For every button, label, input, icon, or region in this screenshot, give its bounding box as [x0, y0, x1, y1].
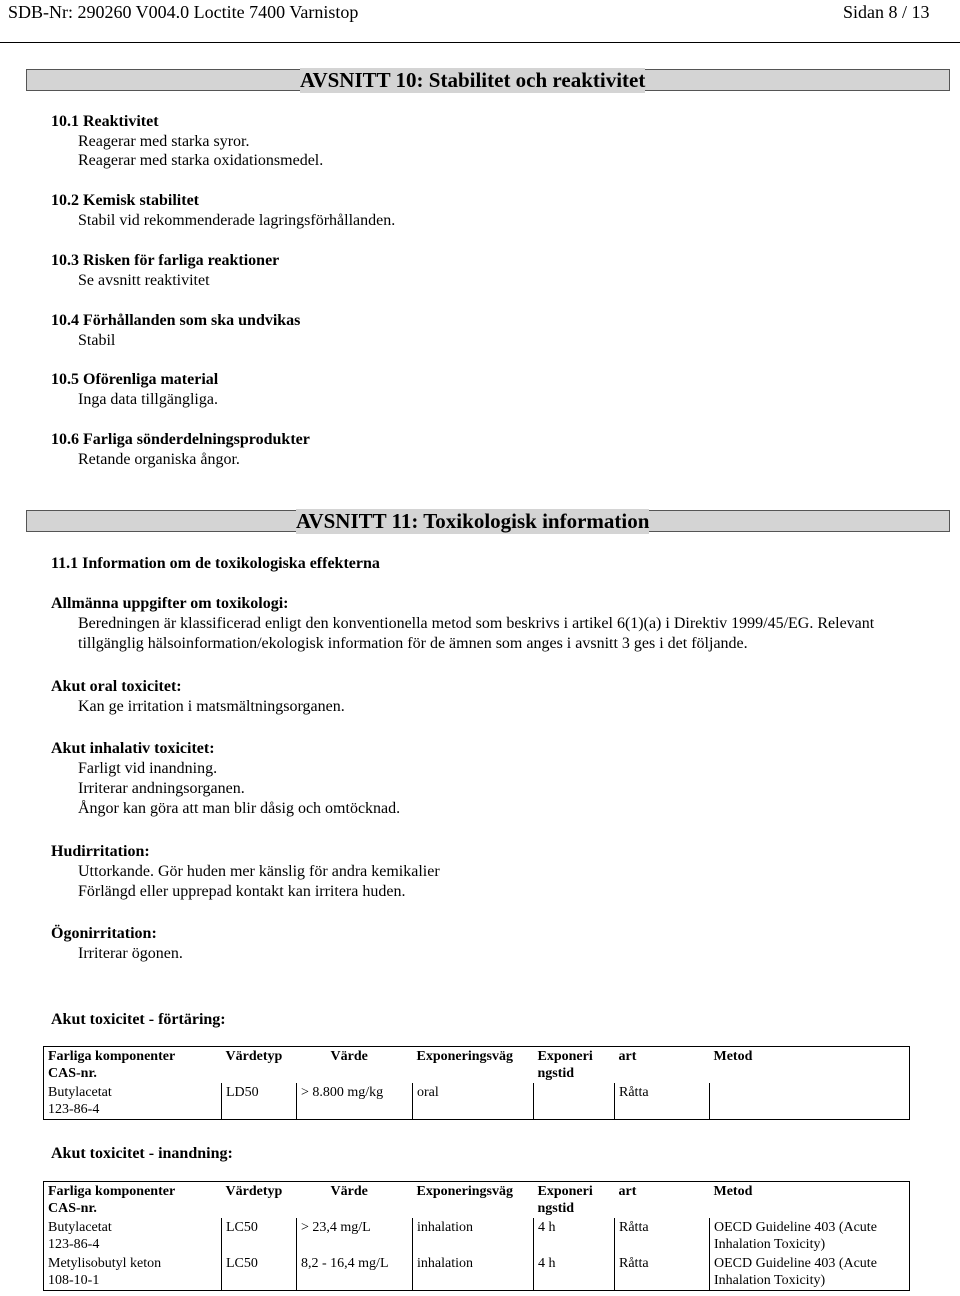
section-11-1-heading: 11.1 Information om de toxikologiska effekterna — [51, 555, 380, 572]
cell-route: inhalation — [413, 1254, 534, 1291]
eye-irritation-label: Ögonirritation: — [51, 925, 157, 942]
header-type: Värdetyp — [225, 1049, 283, 1064]
general-toxicology-label: Allmänna uppgifter om toxikologi: — [51, 595, 289, 612]
section-10-5-line: Inga data tillgängliga. — [78, 391, 218, 408]
cell-route: oral — [413, 1083, 534, 1120]
cell-method: OECD Guideline 403 (Acute Inhalation Toxicity) — [710, 1254, 910, 1291]
header-component: Farliga komponenter CAS-nr. — [48, 1049, 176, 1081]
header-value: Värde — [330, 1184, 368, 1199]
cell-value: 8,2 - 16,4 mg/L — [297, 1254, 413, 1291]
section-10-1-heading: 10.1 Reaktivitet — [51, 113, 159, 130]
inhalation-toxicity-line: Irriterar andningsorganen. — [78, 780, 245, 797]
header-route: Exponeringsväg — [416, 1184, 513, 1199]
cell-component: Butylacetat 123-86-4 — [48, 1085, 112, 1117]
section-10-2-heading: 10.2 Kemisk stabilitet — [51, 192, 199, 209]
inhalation-table-title: Akut toxicitet - inandning: — [51, 1145, 233, 1162]
section-10-3-line: Se avsnitt reaktivitet — [78, 272, 210, 289]
cell-time: 4 h — [534, 1254, 615, 1291]
oral-toxicity-line: Kan ge irritation i matsmältningsorganen. — [78, 698, 345, 715]
table-header-row — [44, 1047, 910, 1084]
cell-time: 4 h — [534, 1218, 615, 1254]
cell-type: LC50 — [222, 1218, 297, 1254]
inhalation-toxicity-line: Farligt vid inandning. — [78, 760, 218, 777]
eye-irritation-line: Irriterar ögonen. — [78, 945, 183, 962]
cell-route: inhalation — [413, 1218, 534, 1254]
cell-value: > 8.800 mg/kg — [297, 1083, 413, 1120]
section-10-1-line: Reagerar med starka syror. — [78, 133, 250, 150]
table-header-row — [44, 1182, 910, 1219]
header-value: Värde — [330, 1049, 368, 1064]
skin-irritation-line: Förlängd eller upprepad kontakt kan irritera huden. — [78, 883, 406, 900]
oral-toxicity-label: Akut oral toxicitet: — [51, 678, 182, 695]
header-type: Värdetyp — [225, 1184, 283, 1199]
header-method: Metod — [713, 1049, 753, 1064]
section-11-title: AVSNITT 11: Toxikologisk information — [296, 509, 650, 533]
table-row — [44, 1218, 910, 1254]
section-10-2-line: Stabil vid rekommenderade lagringsförhållanden. — [78, 212, 396, 229]
header-time: Exponeri ngstid — [537, 1049, 593, 1081]
section-10-1-line: Reagerar med starka oxidationsmedel. — [78, 152, 324, 169]
header-species: art — [618, 1184, 637, 1199]
cell-type: LC50 — [222, 1254, 297, 1291]
inhalation-toxicity-line: Ångor kan göra att man blir dåsig och omtöcknad. — [78, 800, 401, 817]
section-10-title: AVSNITT 10: Stabilitet och reaktivitet — [300, 68, 646, 92]
header-component: Farliga komponenter CAS-nr. — [48, 1184, 176, 1216]
header-method: Metod — [713, 1184, 753, 1199]
table-row — [44, 1083, 910, 1120]
header-rule — [0, 42, 960, 43]
cell-method — [710, 1083, 910, 1120]
section-10-3-heading: 10.3 Risken för farliga reaktioner — [51, 252, 280, 269]
cell-method: OECD Guideline 403 (Acute Inhalation Toxicity) — [710, 1218, 910, 1254]
page-number: Sidan 8 / 13 — [843, 2, 930, 22]
section-10-4-heading: 10.4 Förhållanden som ska undvikas — [51, 312, 301, 329]
table-row — [44, 1254, 910, 1291]
general-toxicology-line: Beredningen är klassificerad enligt den konventionella metod som beskrivs i artikel 6(1)(a) i Direktiv 1999/45/EG. Relevant — [78, 615, 875, 632]
section-10-6-heading: 10.6 Farliga sönderdelningsprodukter — [51, 431, 310, 448]
cell-value: > 23,4 mg/L — [297, 1218, 413, 1254]
inhalation-toxicity-label: Akut inhalativ toxicitet: — [51, 740, 215, 757]
header-species: art — [618, 1049, 637, 1064]
section-10-4-line: Stabil — [78, 332, 116, 349]
cell-species: Råtta — [615, 1083, 710, 1120]
inhalation-toxicity-table — [43, 1181, 910, 1291]
cell-species: Råtta — [615, 1218, 710, 1254]
cell-component: Butylacetat 123-86-4 — [48, 1220, 112, 1252]
header-route: Exponeringsväg — [416, 1049, 513, 1064]
header-time: Exponeri ngstid — [537, 1184, 593, 1216]
general-toxicology-line: tillgänglig hälsoinformation/ekologisk information för de ämnen som anges i avsnitt 3 ges i det följande. — [78, 635, 748, 652]
cell-component: Metylisobutyl keton 108-10-1 — [48, 1256, 162, 1288]
section-10-6-line: Retande organiska ångor. — [78, 451, 240, 468]
oral-toxicity-table — [43, 1046, 910, 1120]
cell-time — [534, 1083, 615, 1120]
document-header-left: SDB-Nr: 290260 V004.0 Loctite 7400 Varnistop — [8, 2, 359, 22]
oral-table-title: Akut toxicitet - förtäring: — [51, 1011, 226, 1028]
cell-species: Råtta — [615, 1254, 710, 1291]
skin-irritation-line: Uttorkande. Gör huden mer känslig för andra kemikalier — [78, 863, 440, 880]
section-10-5-heading: 10.5 Oförenliga material — [51, 371, 219, 388]
cell-type: LD50 — [222, 1083, 297, 1120]
skin-irritation-label: Hudirritation: — [51, 843, 150, 860]
